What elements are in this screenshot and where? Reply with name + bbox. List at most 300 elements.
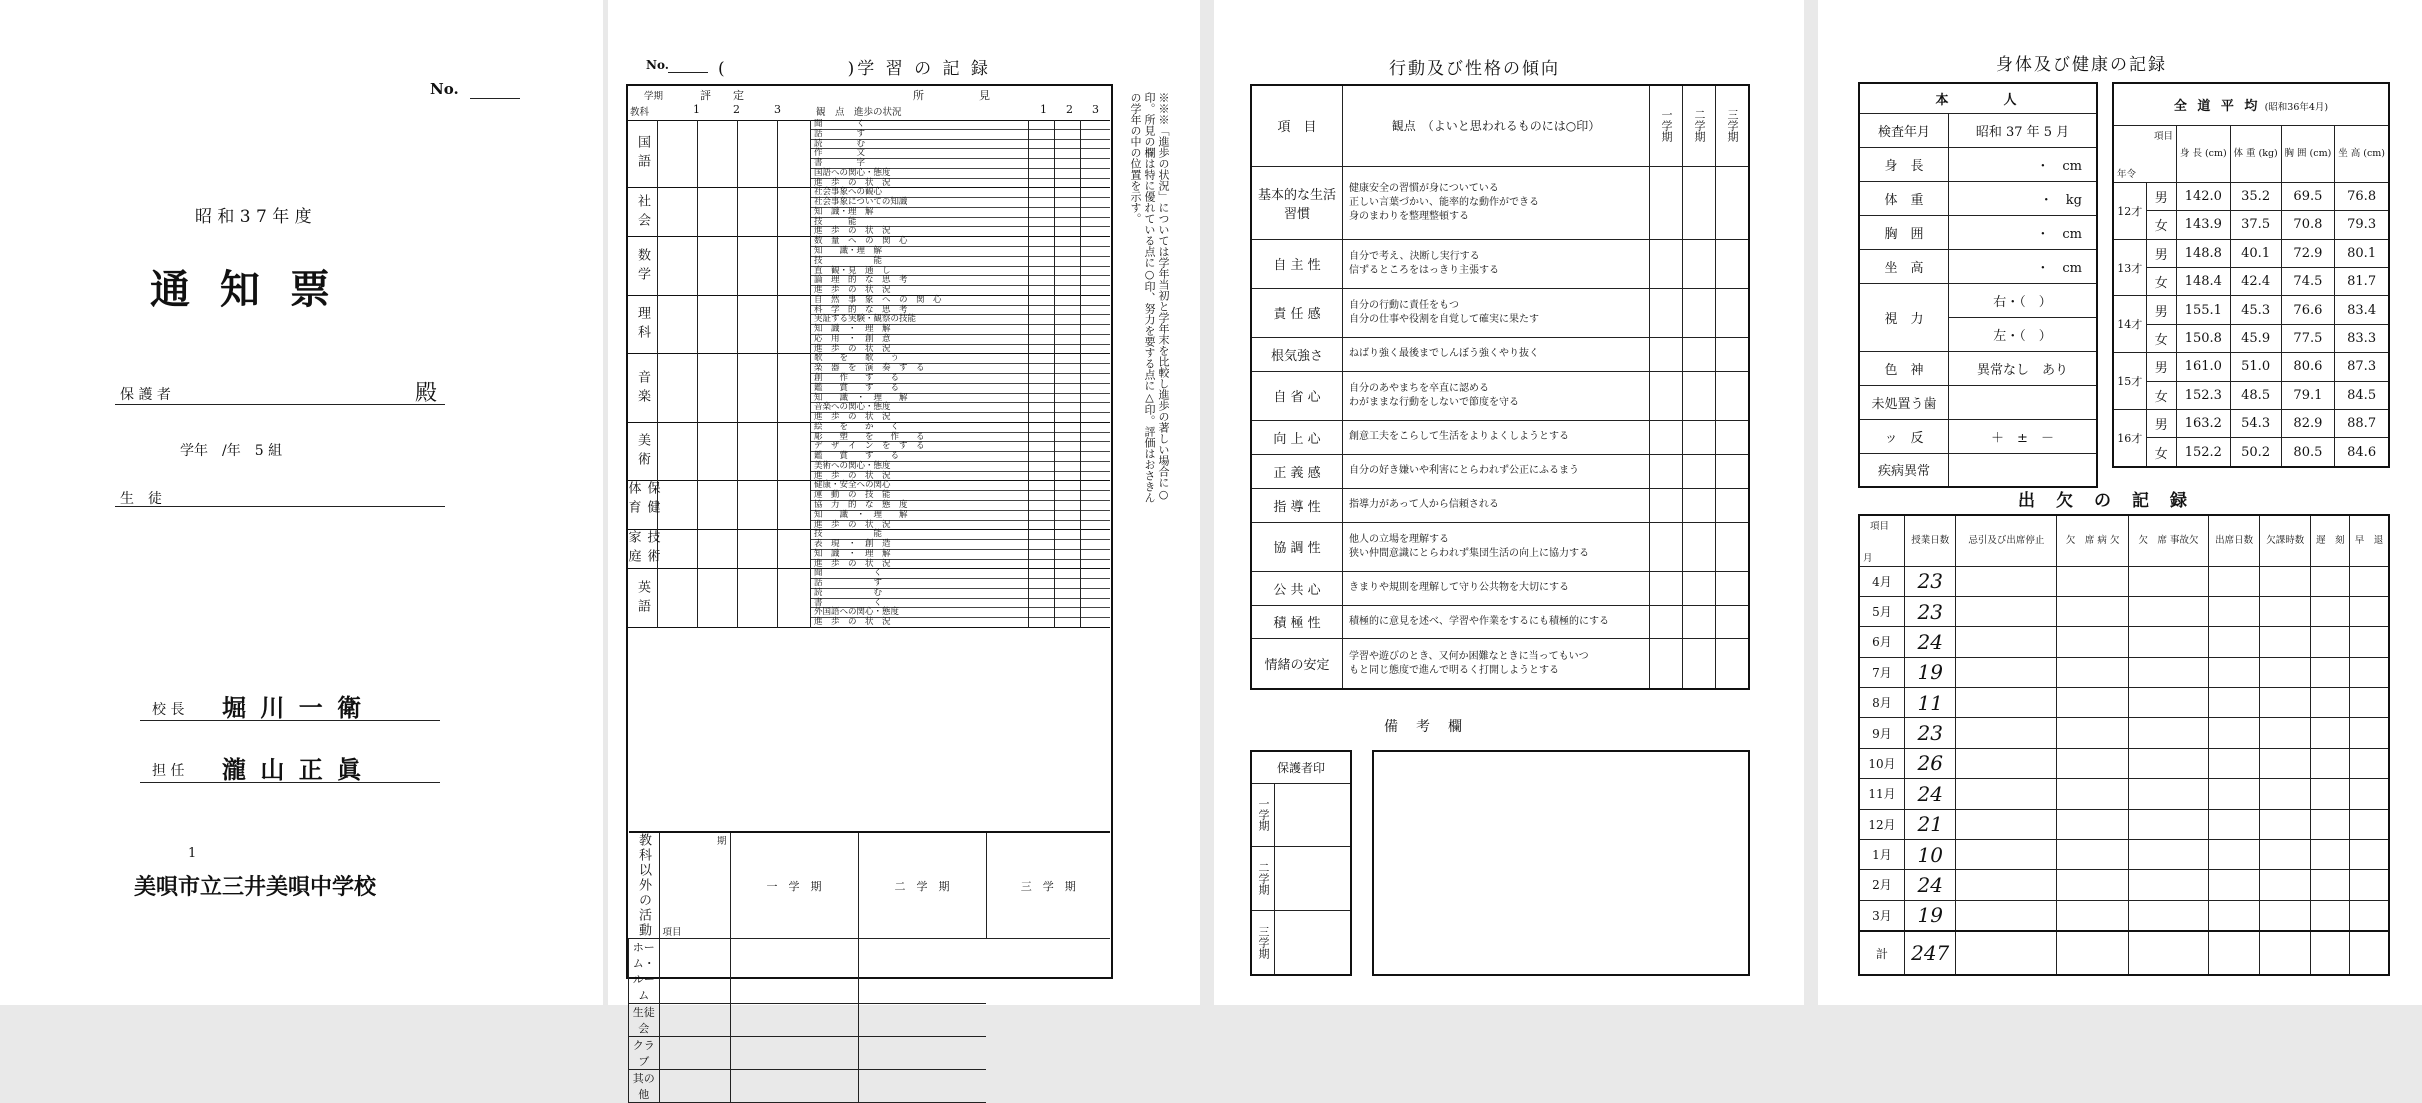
attendance-cell[interactable] bbox=[2128, 688, 2208, 718]
observation-cell[interactable] bbox=[1028, 491, 1054, 501]
attendance-cell[interactable] bbox=[2128, 870, 2208, 900]
observation-cell[interactable] bbox=[1054, 208, 1080, 218]
observation-cell[interactable] bbox=[1080, 159, 1106, 169]
grade-cell[interactable] bbox=[738, 120, 778, 188]
behavior-mark-cell[interactable] bbox=[1716, 605, 1750, 639]
observation-cell[interactable] bbox=[1080, 618, 1106, 628]
attendance-cell[interactable] bbox=[2128, 596, 2208, 626]
attendance-cell[interactable] bbox=[2350, 627, 2389, 657]
attendance-cell[interactable] bbox=[1956, 809, 2057, 839]
observation-cell[interactable] bbox=[1028, 511, 1054, 521]
observation-cell[interactable] bbox=[1080, 423, 1106, 433]
attendance-cell[interactable] bbox=[2311, 688, 2350, 718]
attendance-cell[interactable] bbox=[2209, 870, 2260, 900]
attendance-cell[interactable] bbox=[2260, 779, 2311, 809]
attendance-cell[interactable] bbox=[2350, 748, 2389, 778]
attendance-cell[interactable] bbox=[2311, 870, 2350, 900]
observation-cell[interactable] bbox=[1028, 394, 1054, 404]
observation-cell[interactable] bbox=[1054, 345, 1080, 355]
observation-cell[interactable] bbox=[1054, 374, 1080, 384]
observation-cell[interactable] bbox=[1054, 384, 1080, 394]
observation-cell[interactable] bbox=[1080, 247, 1106, 257]
attendance-cell[interactable] bbox=[2350, 779, 2389, 809]
observation-cell[interactable] bbox=[1054, 423, 1080, 433]
observation-cell[interactable] bbox=[1054, 413, 1080, 423]
observation-cell[interactable] bbox=[1080, 149, 1106, 159]
observation-cell[interactable] bbox=[1054, 227, 1080, 237]
attendance-cell[interactable] bbox=[1956, 657, 2057, 687]
attendance-cell[interactable] bbox=[2209, 657, 2260, 687]
behavior-mark-cell[interactable] bbox=[1650, 522, 1683, 571]
observation-cell[interactable] bbox=[1080, 569, 1106, 579]
attendance-cell[interactable] bbox=[2350, 566, 2389, 596]
observation-cell[interactable] bbox=[1054, 501, 1080, 511]
observation-cell[interactable] bbox=[1054, 218, 1080, 228]
activity-cell[interactable] bbox=[858, 1070, 986, 1103]
attendance-cell[interactable] bbox=[2128, 566, 2208, 596]
behavior-mark-cell[interactable] bbox=[1683, 337, 1716, 371]
observation-cell[interactable] bbox=[1028, 481, 1054, 491]
behavior-mark-cell[interactable] bbox=[1650, 605, 1683, 639]
observation-cell[interactable] bbox=[1054, 140, 1080, 150]
attendance-cell[interactable] bbox=[1956, 748, 2057, 778]
observation-cell[interactable] bbox=[1080, 354, 1106, 364]
observation-cell[interactable] bbox=[1028, 198, 1054, 208]
attendance-cell[interactable] bbox=[2057, 870, 2129, 900]
observation-cell[interactable] bbox=[1080, 608, 1106, 618]
grade-cell[interactable] bbox=[658, 481, 698, 530]
observation-cell[interactable] bbox=[1054, 120, 1080, 130]
observation-cell[interactable] bbox=[1054, 394, 1080, 404]
observation-cell[interactable] bbox=[1080, 364, 1106, 374]
attendance-cell[interactable] bbox=[2128, 657, 2208, 687]
attendance-cell[interactable] bbox=[2260, 688, 2311, 718]
attendance-cell[interactable] bbox=[2128, 627, 2208, 657]
observation-cell[interactable] bbox=[1080, 218, 1106, 228]
observation-cell[interactable] bbox=[1080, 257, 1106, 267]
observation-cell[interactable] bbox=[1028, 179, 1054, 189]
observation-cell[interactable] bbox=[1028, 540, 1054, 550]
observation-cell[interactable] bbox=[1054, 403, 1080, 413]
observation-cell[interactable] bbox=[1080, 462, 1106, 472]
attendance-cell[interactable] bbox=[2128, 748, 2208, 778]
observation-cell[interactable] bbox=[1028, 335, 1054, 345]
observation-cell[interactable] bbox=[1080, 227, 1106, 237]
behavior-mark-cell[interactable] bbox=[1716, 639, 1750, 689]
observation-cell[interactable] bbox=[1080, 325, 1106, 335]
observation-cell[interactable] bbox=[1054, 306, 1080, 316]
observation-cell[interactable] bbox=[1028, 364, 1054, 374]
behavior-mark-cell[interactable] bbox=[1716, 420, 1750, 454]
observation-cell[interactable] bbox=[1028, 306, 1054, 316]
attendance-cell[interactable] bbox=[2311, 900, 2350, 931]
observation-cell[interactable] bbox=[1080, 589, 1106, 599]
observation-cell[interactable] bbox=[1054, 169, 1080, 179]
observation-cell[interactable] bbox=[1028, 413, 1054, 423]
grade-cell[interactable] bbox=[698, 354, 738, 422]
behavior-mark-cell[interactable] bbox=[1683, 571, 1716, 605]
attendance-cell[interactable] bbox=[2209, 718, 2260, 748]
observation-cell[interactable] bbox=[1080, 335, 1106, 345]
observation-cell[interactable] bbox=[1028, 325, 1054, 335]
observation-cell[interactable] bbox=[1028, 589, 1054, 599]
activity-cell[interactable] bbox=[730, 1037, 858, 1070]
attendance-cell[interactable] bbox=[2260, 627, 2311, 657]
observation-cell[interactable] bbox=[1054, 179, 1080, 189]
behavior-mark-cell[interactable] bbox=[1683, 371, 1716, 420]
grade-cell[interactable] bbox=[698, 237, 738, 296]
attendance-cell[interactable] bbox=[2350, 657, 2389, 687]
attendance-cell[interactable] bbox=[2350, 870, 2389, 900]
observation-cell[interactable] bbox=[1028, 120, 1054, 130]
observation-cell[interactable] bbox=[1028, 579, 1054, 589]
behavior-mark-cell[interactable] bbox=[1650, 488, 1683, 522]
attendance-cell[interactable] bbox=[2057, 657, 2129, 687]
observation-cell[interactable] bbox=[1028, 227, 1054, 237]
attendance-cell[interactable] bbox=[2311, 596, 2350, 626]
attendance-cell[interactable] bbox=[2057, 779, 2129, 809]
attendance-cell[interactable] bbox=[2128, 779, 2208, 809]
grade-cell[interactable] bbox=[658, 423, 698, 482]
attendance-cell[interactable] bbox=[2350, 718, 2389, 748]
behavior-mark-cell[interactable] bbox=[1683, 639, 1716, 689]
behavior-mark-cell[interactable] bbox=[1683, 288, 1716, 337]
grade-cell[interactable] bbox=[698, 188, 738, 237]
behavior-mark-cell[interactable] bbox=[1683, 420, 1716, 454]
behavior-mark-cell[interactable] bbox=[1650, 288, 1683, 337]
observation-cell[interactable] bbox=[1054, 237, 1080, 247]
observation-cell[interactable] bbox=[1080, 394, 1106, 404]
grade-cell[interactable] bbox=[738, 481, 778, 530]
attendance-cell[interactable] bbox=[2260, 870, 2311, 900]
observation-cell[interactable] bbox=[1054, 530, 1080, 540]
grade-cell[interactable] bbox=[698, 296, 738, 355]
attendance-cell[interactable] bbox=[1956, 596, 2057, 626]
observation-cell[interactable] bbox=[1028, 149, 1054, 159]
observation-cell[interactable] bbox=[1080, 413, 1106, 423]
grade-cell[interactable] bbox=[738, 237, 778, 296]
observation-cell[interactable] bbox=[1054, 247, 1080, 257]
observation-cell[interactable] bbox=[1054, 599, 1080, 609]
observation-cell[interactable] bbox=[1028, 618, 1054, 628]
attendance-cell[interactable] bbox=[1956, 566, 2057, 596]
attendance-cell[interactable] bbox=[2311, 627, 2350, 657]
observation-cell[interactable] bbox=[1028, 296, 1054, 306]
observation-cell[interactable] bbox=[1080, 530, 1106, 540]
grade-cell[interactable] bbox=[698, 423, 738, 482]
observation-cell[interactable] bbox=[1080, 120, 1106, 130]
observation-cell[interactable] bbox=[1080, 442, 1106, 452]
observation-cell[interactable] bbox=[1080, 560, 1106, 570]
behavior-mark-cell[interactable] bbox=[1683, 488, 1716, 522]
observation-cell[interactable] bbox=[1080, 267, 1106, 277]
observation-cell[interactable] bbox=[1028, 560, 1054, 570]
activity-cell[interactable] bbox=[858, 1004, 986, 1037]
grade-cell[interactable] bbox=[658, 296, 698, 355]
attendance-cell[interactable] bbox=[2209, 566, 2260, 596]
observation-cell[interactable] bbox=[1054, 286, 1080, 296]
behavior-mark-cell[interactable] bbox=[1650, 454, 1683, 488]
grade-cell[interactable] bbox=[658, 530, 698, 569]
attendance-cell[interactable] bbox=[1956, 870, 2057, 900]
observation-cell[interactable] bbox=[1080, 188, 1106, 198]
attendance-cell[interactable] bbox=[2209, 809, 2260, 839]
observation-cell[interactable] bbox=[1054, 618, 1080, 628]
observation-cell[interactable] bbox=[1054, 325, 1080, 335]
observation-cell[interactable] bbox=[1028, 462, 1054, 472]
behavior-mark-cell[interactable] bbox=[1716, 571, 1750, 605]
grade-cell[interactable] bbox=[658, 569, 698, 628]
observation-cell[interactable] bbox=[1028, 550, 1054, 560]
grade-cell[interactable] bbox=[698, 530, 738, 569]
observation-cell[interactable] bbox=[1028, 188, 1054, 198]
behavior-mark-cell[interactable] bbox=[1716, 166, 1750, 239]
attendance-cell[interactable] bbox=[2311, 779, 2350, 809]
activity-cell[interactable] bbox=[659, 1070, 730, 1103]
attendance-cell[interactable] bbox=[2311, 718, 2350, 748]
behavior-mark-cell[interactable] bbox=[1683, 454, 1716, 488]
observation-cell[interactable] bbox=[1054, 159, 1080, 169]
behavior-mark-cell[interactable] bbox=[1716, 371, 1750, 420]
observation-cell[interactable] bbox=[1054, 521, 1080, 531]
observation-cell[interactable] bbox=[1028, 218, 1054, 228]
observation-cell[interactable] bbox=[1028, 315, 1054, 325]
attendance-cell[interactable] bbox=[2057, 839, 2129, 869]
observation-cell[interactable] bbox=[1028, 345, 1054, 355]
attendance-cell[interactable] bbox=[2311, 809, 2350, 839]
observation-cell[interactable] bbox=[1028, 521, 1054, 531]
activity-cell[interactable] bbox=[659, 1037, 730, 1070]
attendance-cell[interactable] bbox=[2209, 748, 2260, 778]
attendance-cell[interactable] bbox=[2311, 657, 2350, 687]
observation-cell[interactable] bbox=[1054, 188, 1080, 198]
attendance-cell[interactable] bbox=[2350, 809, 2389, 839]
grade-cell[interactable] bbox=[738, 188, 778, 237]
observation-cell[interactable] bbox=[1028, 599, 1054, 609]
grade-cell[interactable] bbox=[738, 354, 778, 422]
observation-cell[interactable] bbox=[1054, 452, 1080, 462]
observation-cell[interactable] bbox=[1028, 423, 1054, 433]
attendance-cell[interactable] bbox=[2350, 596, 2389, 626]
observation-cell[interactable] bbox=[1054, 550, 1080, 560]
attendance-cell[interactable] bbox=[2260, 718, 2311, 748]
grade-cell[interactable] bbox=[698, 569, 738, 628]
activity-cell[interactable] bbox=[730, 1070, 858, 1103]
grade-cell[interactable] bbox=[658, 237, 698, 296]
behavior-mark-cell[interactable] bbox=[1683, 605, 1716, 639]
observation-cell[interactable] bbox=[1080, 169, 1106, 179]
observation-cell[interactable] bbox=[1028, 608, 1054, 618]
grade-cell[interactable] bbox=[658, 354, 698, 422]
observation-cell[interactable] bbox=[1080, 237, 1106, 247]
attendance-cell[interactable] bbox=[2057, 809, 2129, 839]
observation-cell[interactable] bbox=[1054, 267, 1080, 277]
attendance-cell[interactable] bbox=[1956, 839, 2057, 869]
attendance-cell[interactable] bbox=[1956, 718, 2057, 748]
observation-cell[interactable] bbox=[1028, 433, 1054, 443]
attendance-cell[interactable] bbox=[1956, 688, 2057, 718]
behavior-mark-cell[interactable] bbox=[1716, 488, 1750, 522]
behavior-mark-cell[interactable] bbox=[1683, 239, 1716, 288]
observation-cell[interactable] bbox=[1080, 521, 1106, 531]
attendance-cell[interactable] bbox=[2057, 718, 2129, 748]
observation-cell[interactable] bbox=[1028, 384, 1054, 394]
attendance-cell[interactable] bbox=[2311, 748, 2350, 778]
observation-cell[interactable] bbox=[1080, 306, 1106, 316]
observation-cell[interactable] bbox=[1054, 472, 1080, 482]
grade-cell[interactable] bbox=[698, 120, 738, 188]
observation-cell[interactable] bbox=[1028, 374, 1054, 384]
attendance-cell[interactable] bbox=[2128, 900, 2208, 931]
observation-cell[interactable] bbox=[1028, 442, 1054, 452]
observation-cell[interactable] bbox=[1054, 491, 1080, 501]
observation-cell[interactable] bbox=[1080, 384, 1106, 394]
attendance-cell[interactable] bbox=[2128, 809, 2208, 839]
behavior-mark-cell[interactable] bbox=[1650, 371, 1683, 420]
observation-cell[interactable] bbox=[1080, 599, 1106, 609]
attendance-cell[interactable] bbox=[2311, 566, 2350, 596]
observation-cell[interactable] bbox=[1080, 140, 1106, 150]
attendance-cell[interactable] bbox=[2260, 596, 2311, 626]
attendance-cell[interactable] bbox=[2350, 688, 2389, 718]
observation-cell[interactable] bbox=[1028, 247, 1054, 257]
behavior-mark-cell[interactable] bbox=[1650, 420, 1683, 454]
observation-cell[interactable] bbox=[1080, 511, 1106, 521]
grade-cell[interactable] bbox=[738, 530, 778, 569]
observation-cell[interactable] bbox=[1080, 315, 1106, 325]
observation-cell[interactable] bbox=[1054, 560, 1080, 570]
attendance-cell[interactable] bbox=[2209, 779, 2260, 809]
observation-cell[interactable] bbox=[1080, 452, 1106, 462]
observation-cell[interactable] bbox=[1028, 208, 1054, 218]
observation-cell[interactable] bbox=[1080, 540, 1106, 550]
attendance-cell[interactable] bbox=[2057, 627, 2129, 657]
attendance-cell[interactable] bbox=[1956, 900, 2057, 931]
grade-cell[interactable] bbox=[658, 120, 698, 188]
attendance-cell[interactable] bbox=[2209, 839, 2260, 869]
attendance-cell[interactable] bbox=[2260, 657, 2311, 687]
observation-cell[interactable] bbox=[1028, 286, 1054, 296]
behavior-mark-cell[interactable] bbox=[1650, 639, 1683, 689]
observation-cell[interactable] bbox=[1080, 179, 1106, 189]
observation-cell[interactable] bbox=[1028, 276, 1054, 286]
grade-cell[interactable] bbox=[738, 569, 778, 628]
grade-cell[interactable] bbox=[658, 188, 698, 237]
observation-cell[interactable] bbox=[1028, 169, 1054, 179]
observation-cell[interactable] bbox=[1028, 472, 1054, 482]
activity-cell[interactable] bbox=[730, 939, 858, 1004]
behavior-mark-cell[interactable] bbox=[1683, 166, 1716, 239]
attendance-cell[interactable] bbox=[2350, 839, 2389, 869]
behavior-mark-cell[interactable] bbox=[1650, 239, 1683, 288]
observation-cell[interactable] bbox=[1028, 569, 1054, 579]
observation-cell[interactable] bbox=[1054, 462, 1080, 472]
observation-cell[interactable] bbox=[1080, 501, 1106, 511]
attendance-cell[interactable] bbox=[2260, 748, 2311, 778]
observation-cell[interactable] bbox=[1054, 579, 1080, 589]
attendance-cell[interactable] bbox=[1956, 779, 2057, 809]
attendance-cell[interactable] bbox=[2128, 839, 2208, 869]
observation-cell[interactable] bbox=[1028, 452, 1054, 462]
observation-cell[interactable] bbox=[1080, 550, 1106, 560]
behavior-mark-cell[interactable] bbox=[1716, 337, 1750, 371]
observation-cell[interactable] bbox=[1054, 569, 1080, 579]
observation-cell[interactable] bbox=[1054, 257, 1080, 267]
observation-cell[interactable] bbox=[1080, 491, 1106, 501]
observation-cell[interactable] bbox=[1028, 267, 1054, 277]
observation-cell[interactable] bbox=[1080, 481, 1106, 491]
observation-cell[interactable] bbox=[1080, 579, 1106, 589]
observation-cell[interactable] bbox=[1054, 198, 1080, 208]
observation-cell[interactable] bbox=[1054, 589, 1080, 599]
attendance-cell[interactable] bbox=[2311, 839, 2350, 869]
observation-cell[interactable] bbox=[1054, 354, 1080, 364]
observation-cell[interactable] bbox=[1028, 530, 1054, 540]
behavior-mark-cell[interactable] bbox=[1650, 571, 1683, 605]
attendance-cell[interactable] bbox=[2128, 718, 2208, 748]
observation-cell[interactable] bbox=[1028, 257, 1054, 267]
activity-cell[interactable] bbox=[730, 1004, 858, 1037]
attendance-cell[interactable] bbox=[2260, 809, 2311, 839]
observation-cell[interactable] bbox=[1054, 149, 1080, 159]
observation-cell[interactable] bbox=[1080, 296, 1106, 306]
observation-cell[interactable] bbox=[1054, 130, 1080, 140]
behavior-mark-cell[interactable] bbox=[1650, 337, 1683, 371]
attendance-cell[interactable] bbox=[2057, 688, 2129, 718]
observation-cell[interactable] bbox=[1054, 296, 1080, 306]
activity-cell[interactable] bbox=[659, 1004, 730, 1037]
activity-cell[interactable] bbox=[858, 939, 986, 1004]
observation-cell[interactable] bbox=[1028, 354, 1054, 364]
observation-cell[interactable] bbox=[1054, 540, 1080, 550]
attendance-cell[interactable] bbox=[2057, 566, 2129, 596]
observation-cell[interactable] bbox=[1054, 433, 1080, 443]
observation-cell[interactable] bbox=[1028, 237, 1054, 247]
attendance-cell[interactable] bbox=[2260, 839, 2311, 869]
behavior-mark-cell[interactable] bbox=[1650, 166, 1683, 239]
observation-cell[interactable] bbox=[1054, 511, 1080, 521]
attendance-cell[interactable] bbox=[2209, 596, 2260, 626]
observation-cell[interactable] bbox=[1028, 130, 1054, 140]
observation-cell[interactable] bbox=[1028, 159, 1054, 169]
observation-cell[interactable] bbox=[1080, 345, 1106, 355]
observation-cell[interactable] bbox=[1080, 276, 1106, 286]
observation-cell[interactable] bbox=[1054, 315, 1080, 325]
attendance-cell[interactable] bbox=[2209, 627, 2260, 657]
grade-cell[interactable] bbox=[738, 423, 778, 482]
observation-cell[interactable] bbox=[1080, 374, 1106, 384]
observation-cell[interactable] bbox=[1080, 433, 1106, 443]
behavior-mark-cell[interactable] bbox=[1716, 239, 1750, 288]
attendance-cell[interactable] bbox=[2260, 900, 2311, 931]
attendance-cell[interactable] bbox=[2350, 900, 2389, 931]
observation-cell[interactable] bbox=[1028, 140, 1054, 150]
grade-cell[interactable] bbox=[738, 296, 778, 355]
attendance-cell[interactable] bbox=[2057, 596, 2129, 626]
observation-cell[interactable] bbox=[1080, 130, 1106, 140]
observation-cell[interactable] bbox=[1054, 608, 1080, 618]
behavior-mark-cell[interactable] bbox=[1716, 522, 1750, 571]
attendance-cell[interactable] bbox=[2260, 566, 2311, 596]
behavior-mark-cell[interactable] bbox=[1683, 522, 1716, 571]
observation-cell[interactable] bbox=[1028, 403, 1054, 413]
observation-cell[interactable] bbox=[1080, 208, 1106, 218]
attendance-cell[interactable] bbox=[2057, 748, 2129, 778]
attendance-cell[interactable] bbox=[1956, 627, 2057, 657]
observation-cell[interactable] bbox=[1080, 403, 1106, 413]
attendance-cell[interactable] bbox=[2209, 688, 2260, 718]
activity-cell[interactable] bbox=[659, 939, 730, 1004]
